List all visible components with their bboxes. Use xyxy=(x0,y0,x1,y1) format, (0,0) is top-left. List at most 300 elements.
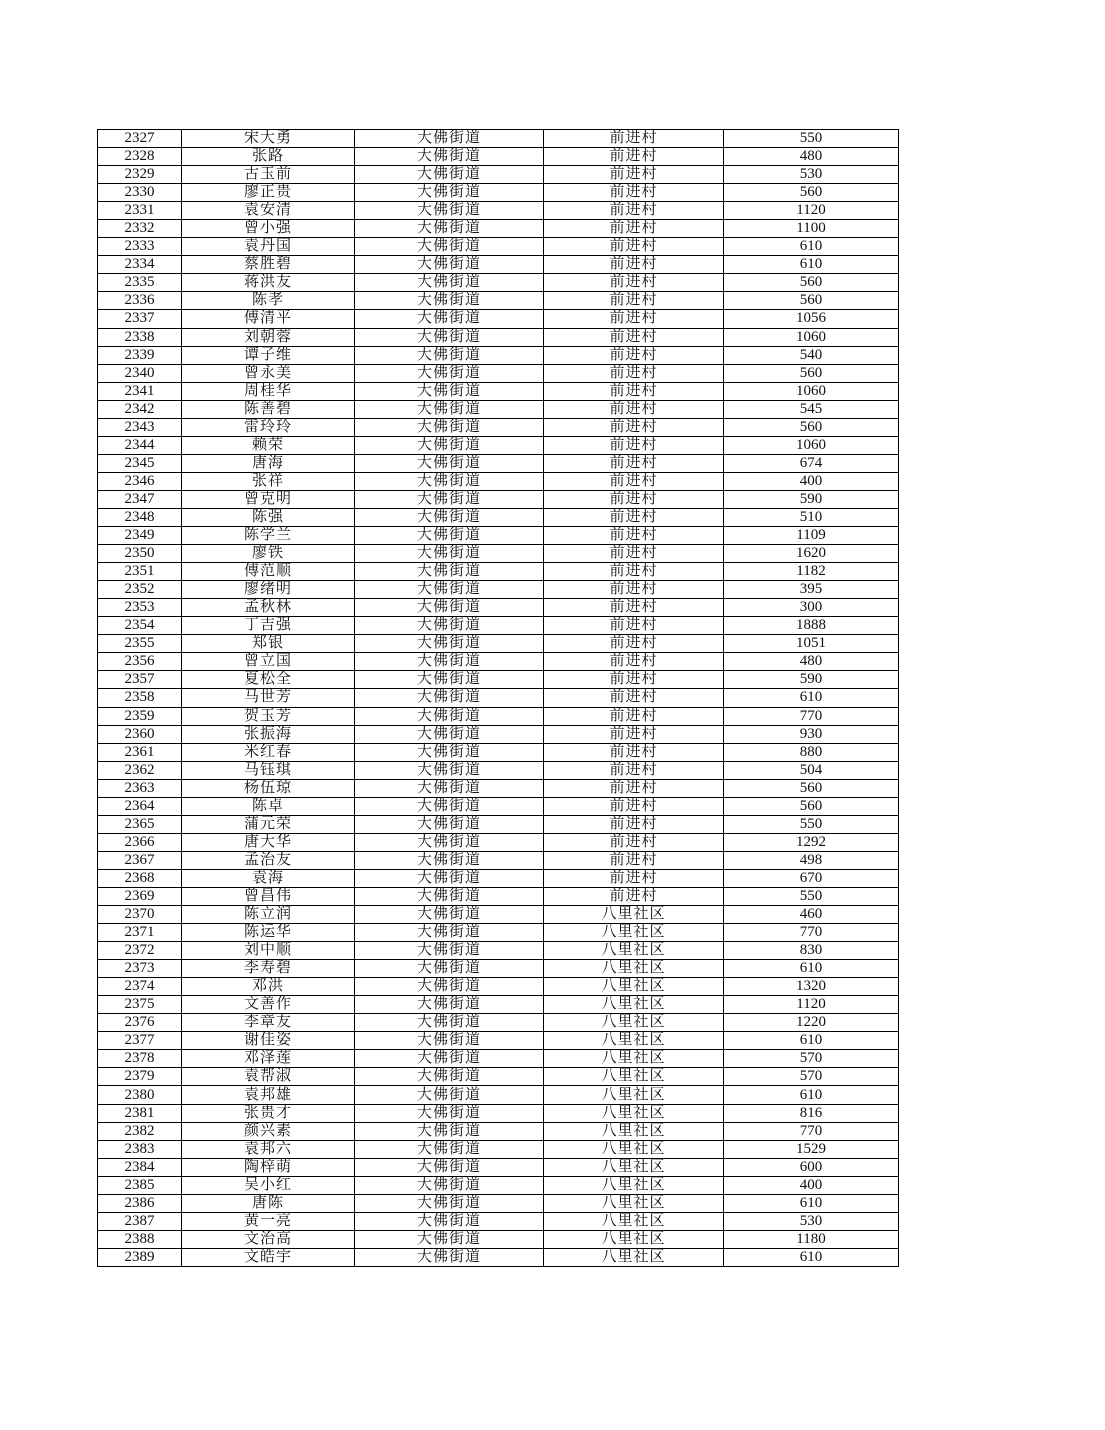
amount-cell: 545 xyxy=(724,400,899,418)
village-cell: 前进村 xyxy=(544,508,724,526)
table-row xyxy=(98,960,899,978)
amount-cell: 550 xyxy=(724,815,899,833)
amount-cell: 560 xyxy=(724,418,899,436)
name-cell: 杨伍琼 xyxy=(182,779,355,797)
table-row xyxy=(98,761,899,779)
table-row xyxy=(98,274,899,292)
row-number-cell: 2334 xyxy=(98,256,182,274)
street-cell: 大佛街道 xyxy=(355,1212,544,1230)
street-cell: 大佛街道 xyxy=(355,1068,544,1086)
village-cell: 前进村 xyxy=(544,292,724,310)
name-cell: 张振海 xyxy=(182,725,355,743)
amount-cell: 600 xyxy=(724,1158,899,1176)
village-cell: 八里社区 xyxy=(544,1068,724,1086)
street-cell: 大佛街道 xyxy=(355,328,544,346)
amount-cell: 1220 xyxy=(724,1014,899,1032)
amount-cell: 590 xyxy=(724,490,899,508)
village-cell: 前进村 xyxy=(544,887,724,905)
street-cell: 大佛街道 xyxy=(355,1050,544,1068)
village-cell: 前进村 xyxy=(544,184,724,202)
table-row xyxy=(98,743,899,761)
street-cell: 大佛街道 xyxy=(355,1194,544,1212)
name-cell: 袁邦六 xyxy=(182,1140,355,1158)
name-cell: 张贵才 xyxy=(182,1104,355,1122)
row-number-cell: 2346 xyxy=(98,472,182,490)
street-cell: 大佛街道 xyxy=(355,797,544,815)
village-cell: 前进村 xyxy=(544,617,724,635)
row-number-cell: 2371 xyxy=(98,924,182,942)
street-cell: 大佛街道 xyxy=(355,725,544,743)
village-cell: 前进村 xyxy=(544,238,724,256)
amount-cell: 610 xyxy=(724,1248,899,1266)
row-number-cell: 2364 xyxy=(98,797,182,815)
amount-cell: 560 xyxy=(724,292,899,310)
amount-cell: 400 xyxy=(724,1176,899,1194)
row-number-cell: 2376 xyxy=(98,1014,182,1032)
table-row xyxy=(98,184,899,202)
village-cell: 前进村 xyxy=(544,671,724,689)
village-cell: 前进村 xyxy=(544,527,724,545)
row-number-cell: 2342 xyxy=(98,400,182,418)
row-number-cell: 2332 xyxy=(98,220,182,238)
table-row xyxy=(98,1176,899,1194)
amount-cell: 510 xyxy=(724,508,899,526)
amount-cell: 480 xyxy=(724,148,899,166)
village-cell: 前进村 xyxy=(544,563,724,581)
row-number-cell: 2384 xyxy=(98,1158,182,1176)
table-row xyxy=(98,869,899,887)
name-cell: 陈孝 xyxy=(182,292,355,310)
table-row xyxy=(98,671,899,689)
street-cell: 大佛街道 xyxy=(355,1230,544,1248)
row-number-cell: 2375 xyxy=(98,996,182,1014)
row-number-cell: 2329 xyxy=(98,166,182,184)
amount-cell: 560 xyxy=(724,274,899,292)
street-cell: 大佛街道 xyxy=(355,310,544,328)
street-cell: 大佛街道 xyxy=(355,238,544,256)
name-cell: 郑银 xyxy=(182,635,355,653)
name-cell: 文善作 xyxy=(182,996,355,1014)
row-number-cell: 2348 xyxy=(98,508,182,526)
row-number-cell: 2366 xyxy=(98,833,182,851)
amount-cell: 560 xyxy=(724,184,899,202)
row-number-cell: 2358 xyxy=(98,689,182,707)
table-row xyxy=(98,472,899,490)
amount-cell: 670 xyxy=(724,869,899,887)
village-cell: 前进村 xyxy=(544,202,724,220)
amount-cell: 610 xyxy=(724,1086,899,1104)
village-cell: 八里社区 xyxy=(544,1032,724,1050)
table-row xyxy=(98,1086,899,1104)
name-cell: 邓洪 xyxy=(182,978,355,996)
village-cell: 八里社区 xyxy=(544,996,724,1014)
table-row xyxy=(98,653,899,671)
amount-cell: 498 xyxy=(724,851,899,869)
amount-cell: 1529 xyxy=(724,1140,899,1158)
table-row xyxy=(98,599,899,617)
row-number-cell: 2337 xyxy=(98,310,182,328)
table-row xyxy=(98,563,899,581)
village-cell: 八里社区 xyxy=(544,1158,724,1176)
table-row xyxy=(98,1104,899,1122)
table-row xyxy=(98,1032,899,1050)
village-cell: 前进村 xyxy=(544,148,724,166)
row-number-cell: 2340 xyxy=(98,364,182,382)
village-cell: 前进村 xyxy=(544,436,724,454)
table-row xyxy=(98,490,899,508)
street-cell: 大佛街道 xyxy=(355,707,544,725)
village-cell: 八里社区 xyxy=(544,1194,724,1212)
row-number-cell: 2353 xyxy=(98,599,182,617)
name-cell: 蒋洪友 xyxy=(182,274,355,292)
row-number-cell: 2387 xyxy=(98,1212,182,1230)
table-row xyxy=(98,400,899,418)
village-cell: 八里社区 xyxy=(544,1122,724,1140)
row-number-cell: 2357 xyxy=(98,671,182,689)
village-cell: 前进村 xyxy=(544,274,724,292)
row-number-cell: 2374 xyxy=(98,978,182,996)
name-cell: 廖绪明 xyxy=(182,581,355,599)
street-cell: 大佛街道 xyxy=(355,761,544,779)
name-cell: 古玉前 xyxy=(182,166,355,184)
row-number-cell: 2383 xyxy=(98,1140,182,1158)
table-row xyxy=(98,1248,899,1266)
row-number-cell: 2378 xyxy=(98,1050,182,1068)
table-row xyxy=(98,328,899,346)
table-row xyxy=(98,689,899,707)
street-cell: 大佛街道 xyxy=(355,960,544,978)
street-cell: 大佛街道 xyxy=(355,833,544,851)
name-cell: 李章友 xyxy=(182,1014,355,1032)
table-row xyxy=(98,454,899,472)
street-cell: 大佛街道 xyxy=(355,202,544,220)
village-cell: 前进村 xyxy=(544,382,724,400)
amount-cell: 610 xyxy=(724,689,899,707)
name-cell: 廖正贵 xyxy=(182,184,355,202)
name-cell: 黄一亮 xyxy=(182,1212,355,1230)
row-number-cell: 2381 xyxy=(98,1104,182,1122)
amount-cell: 610 xyxy=(724,1032,899,1050)
amount-cell: 400 xyxy=(724,472,899,490)
row-number-cell: 2388 xyxy=(98,1230,182,1248)
name-cell: 文皓宇 xyxy=(182,1248,355,1266)
amount-cell: 1320 xyxy=(724,978,899,996)
village-cell: 前进村 xyxy=(544,581,724,599)
row-number-cell: 2354 xyxy=(98,617,182,635)
village-cell: 前进村 xyxy=(544,815,724,833)
street-cell: 大佛街道 xyxy=(355,184,544,202)
name-cell: 马钰琪 xyxy=(182,761,355,779)
amount-cell: 530 xyxy=(724,1212,899,1230)
table-row xyxy=(98,1194,899,1212)
village-cell: 前进村 xyxy=(544,346,724,364)
amount-cell: 1292 xyxy=(724,833,899,851)
name-cell: 贺玉芳 xyxy=(182,707,355,725)
village-cell: 前进村 xyxy=(544,599,724,617)
village-cell: 八里社区 xyxy=(544,1140,724,1158)
amount-cell: 1060 xyxy=(724,328,899,346)
amount-cell: 560 xyxy=(724,364,899,382)
row-number-cell: 2369 xyxy=(98,887,182,905)
street-cell: 大佛街道 xyxy=(355,996,544,1014)
row-number-cell: 2385 xyxy=(98,1176,182,1194)
name-cell: 傅清平 xyxy=(182,310,355,328)
row-number-cell: 2373 xyxy=(98,960,182,978)
street-cell: 大佛街道 xyxy=(355,1140,544,1158)
name-cell: 袁海 xyxy=(182,869,355,887)
amount-cell: 674 xyxy=(724,454,899,472)
village-cell: 前进村 xyxy=(544,364,724,382)
amount-cell: 460 xyxy=(724,906,899,924)
amount-cell: 560 xyxy=(724,779,899,797)
street-cell: 大佛街道 xyxy=(355,689,544,707)
name-cell: 米红春 xyxy=(182,743,355,761)
village-cell: 前进村 xyxy=(544,725,724,743)
amount-cell: 930 xyxy=(724,725,899,743)
table-row xyxy=(98,382,899,400)
row-number-cell: 2367 xyxy=(98,851,182,869)
row-number-cell: 2356 xyxy=(98,653,182,671)
amount-cell: 770 xyxy=(724,1122,899,1140)
village-cell: 前进村 xyxy=(544,310,724,328)
street-cell: 大佛街道 xyxy=(355,527,544,545)
village-cell: 前进村 xyxy=(544,707,724,725)
row-number-cell: 2330 xyxy=(98,184,182,202)
name-cell: 袁丹国 xyxy=(182,238,355,256)
row-number-cell: 2335 xyxy=(98,274,182,292)
street-cell: 大佛街道 xyxy=(355,436,544,454)
street-cell: 大佛街道 xyxy=(355,292,544,310)
street-cell: 大佛街道 xyxy=(355,1158,544,1176)
village-cell: 前进村 xyxy=(544,779,724,797)
street-cell: 大佛街道 xyxy=(355,346,544,364)
street-cell: 大佛街道 xyxy=(355,815,544,833)
row-number-cell: 2365 xyxy=(98,815,182,833)
village-cell: 前进村 xyxy=(544,418,724,436)
street-cell: 大佛街道 xyxy=(355,671,544,689)
name-cell: 陈强 xyxy=(182,508,355,526)
street-cell: 大佛街道 xyxy=(355,1248,544,1266)
table-row xyxy=(98,436,899,454)
row-number-cell: 2377 xyxy=(98,1032,182,1050)
row-number-cell: 2372 xyxy=(98,942,182,960)
street-cell: 大佛街道 xyxy=(355,581,544,599)
amount-cell: 504 xyxy=(724,761,899,779)
name-cell: 曾昌伟 xyxy=(182,887,355,905)
table-row xyxy=(98,202,899,220)
row-number-cell: 2338 xyxy=(98,328,182,346)
name-cell: 曾克明 xyxy=(182,490,355,508)
table-row xyxy=(98,1158,899,1176)
amount-cell: 480 xyxy=(724,653,899,671)
table-row xyxy=(98,815,899,833)
street-cell: 大佛街道 xyxy=(355,166,544,184)
name-cell: 李寿碧 xyxy=(182,960,355,978)
amount-cell: 770 xyxy=(724,924,899,942)
amount-cell: 1620 xyxy=(724,545,899,563)
village-cell: 八里社区 xyxy=(544,978,724,996)
village-cell: 八里社区 xyxy=(544,906,724,924)
row-number-cell: 2362 xyxy=(98,761,182,779)
row-number-cell: 2389 xyxy=(98,1248,182,1266)
village-cell: 八里社区 xyxy=(544,1212,724,1230)
village-cell: 八里社区 xyxy=(544,1176,724,1194)
amount-cell: 1888 xyxy=(724,617,899,635)
village-cell: 前进村 xyxy=(544,689,724,707)
street-cell: 大佛街道 xyxy=(355,364,544,382)
table-row xyxy=(98,635,899,653)
village-cell: 前进村 xyxy=(544,635,724,653)
row-number-cell: 2341 xyxy=(98,382,182,400)
amount-cell: 540 xyxy=(724,346,899,364)
row-number-cell: 2343 xyxy=(98,418,182,436)
table-row xyxy=(98,1050,899,1068)
street-cell: 大佛街道 xyxy=(355,148,544,166)
amount-cell: 880 xyxy=(724,743,899,761)
street-cell: 大佛街道 xyxy=(355,851,544,869)
row-number-cell: 2344 xyxy=(98,436,182,454)
row-number-cell: 2349 xyxy=(98,527,182,545)
amount-cell: 770 xyxy=(724,707,899,725)
table-row xyxy=(98,130,899,148)
street-cell: 大佛街道 xyxy=(355,978,544,996)
amount-cell: 1056 xyxy=(724,310,899,328)
village-cell: 八里社区 xyxy=(544,1104,724,1122)
street-cell: 大佛街道 xyxy=(355,1032,544,1050)
row-number-cell: 2379 xyxy=(98,1068,182,1086)
amount-cell: 1051 xyxy=(724,635,899,653)
name-cell: 张路 xyxy=(182,148,355,166)
name-cell: 谭子维 xyxy=(182,346,355,364)
street-cell: 大佛街道 xyxy=(355,130,544,148)
name-cell: 袁安清 xyxy=(182,202,355,220)
name-cell: 唐陈 xyxy=(182,1194,355,1212)
street-cell: 大佛街道 xyxy=(355,779,544,797)
name-cell: 夏松全 xyxy=(182,671,355,689)
village-cell: 前进村 xyxy=(544,869,724,887)
amount-cell: 1060 xyxy=(724,436,899,454)
row-number-cell: 2382 xyxy=(98,1122,182,1140)
table-row xyxy=(98,996,899,1014)
name-cell: 孟治友 xyxy=(182,851,355,869)
amount-cell: 560 xyxy=(724,797,899,815)
table-row xyxy=(98,1230,899,1248)
name-cell: 张祥 xyxy=(182,472,355,490)
amount-cell: 610 xyxy=(724,1194,899,1212)
row-number-cell: 2361 xyxy=(98,743,182,761)
amount-cell: 816 xyxy=(724,1104,899,1122)
name-cell: 蒲元荣 xyxy=(182,815,355,833)
village-cell: 前进村 xyxy=(544,743,724,761)
table-row xyxy=(98,833,899,851)
village-cell: 前进村 xyxy=(544,761,724,779)
street-cell: 大佛街道 xyxy=(355,924,544,942)
amount-cell: 1180 xyxy=(724,1230,899,1248)
table-row xyxy=(98,418,899,436)
row-number-cell: 2363 xyxy=(98,779,182,797)
name-cell: 廖铁 xyxy=(182,545,355,563)
table-row xyxy=(98,508,899,526)
name-cell: 傅范顺 xyxy=(182,563,355,581)
table-row xyxy=(98,166,899,184)
street-cell: 大佛街道 xyxy=(355,743,544,761)
village-cell: 前进村 xyxy=(544,833,724,851)
amount-cell: 1120 xyxy=(724,996,899,1014)
village-cell: 前进村 xyxy=(544,490,724,508)
name-cell: 陈立润 xyxy=(182,906,355,924)
name-cell: 谢佳姿 xyxy=(182,1032,355,1050)
village-cell: 八里社区 xyxy=(544,1086,724,1104)
table-row xyxy=(98,942,899,960)
row-number-cell: 2339 xyxy=(98,346,182,364)
street-cell: 大佛街道 xyxy=(355,1104,544,1122)
table-row xyxy=(98,310,899,328)
table-row xyxy=(98,725,899,743)
row-number-cell: 2351 xyxy=(98,563,182,581)
name-cell: 蔡胜碧 xyxy=(182,256,355,274)
name-cell: 陈善碧 xyxy=(182,400,355,418)
village-cell: 八里社区 xyxy=(544,1050,724,1068)
village-cell: 前进村 xyxy=(544,130,724,148)
street-cell: 大佛街道 xyxy=(355,887,544,905)
row-number-cell: 2380 xyxy=(98,1086,182,1104)
name-cell: 刘中顺 xyxy=(182,942,355,960)
row-number-cell: 2368 xyxy=(98,869,182,887)
street-cell: 大佛街道 xyxy=(355,617,544,635)
village-cell: 前进村 xyxy=(544,400,724,418)
table-row xyxy=(98,238,899,256)
name-cell: 曾立国 xyxy=(182,653,355,671)
name-cell: 雷玲玲 xyxy=(182,418,355,436)
amount-cell: 570 xyxy=(724,1050,899,1068)
name-cell: 宋大勇 xyxy=(182,130,355,148)
amount-cell: 1182 xyxy=(724,563,899,581)
table-row xyxy=(98,1140,899,1158)
name-cell: 颜兴素 xyxy=(182,1122,355,1140)
street-cell: 大佛街道 xyxy=(355,563,544,581)
village-cell: 八里社区 xyxy=(544,924,724,942)
street-cell: 大佛街道 xyxy=(355,418,544,436)
street-cell: 大佛街道 xyxy=(355,545,544,563)
street-cell: 大佛街道 xyxy=(355,400,544,418)
row-number-cell: 2327 xyxy=(98,130,182,148)
row-number-cell: 2360 xyxy=(98,725,182,743)
table-row xyxy=(98,924,899,942)
name-cell: 唐大华 xyxy=(182,833,355,851)
table-row xyxy=(98,851,899,869)
row-number-cell: 2386 xyxy=(98,1194,182,1212)
name-cell: 曾小强 xyxy=(182,220,355,238)
table-row xyxy=(98,148,899,166)
amount-cell: 1060 xyxy=(724,382,899,400)
village-cell: 前进村 xyxy=(544,653,724,671)
name-cell: 周桂华 xyxy=(182,382,355,400)
name-cell: 唐海 xyxy=(182,454,355,472)
table-row xyxy=(98,346,899,364)
name-cell: 曾永美 xyxy=(182,364,355,382)
table-row xyxy=(98,545,899,563)
name-cell: 吴小红 xyxy=(182,1176,355,1194)
name-cell: 丁吉强 xyxy=(182,617,355,635)
name-cell: 赖荣 xyxy=(182,436,355,454)
amount-cell: 530 xyxy=(724,166,899,184)
table-row xyxy=(98,617,899,635)
street-cell: 大佛街道 xyxy=(355,256,544,274)
street-cell: 大佛街道 xyxy=(355,1014,544,1032)
village-cell: 前进村 xyxy=(544,472,724,490)
amount-cell: 1109 xyxy=(724,527,899,545)
street-cell: 大佛街道 xyxy=(355,1122,544,1140)
